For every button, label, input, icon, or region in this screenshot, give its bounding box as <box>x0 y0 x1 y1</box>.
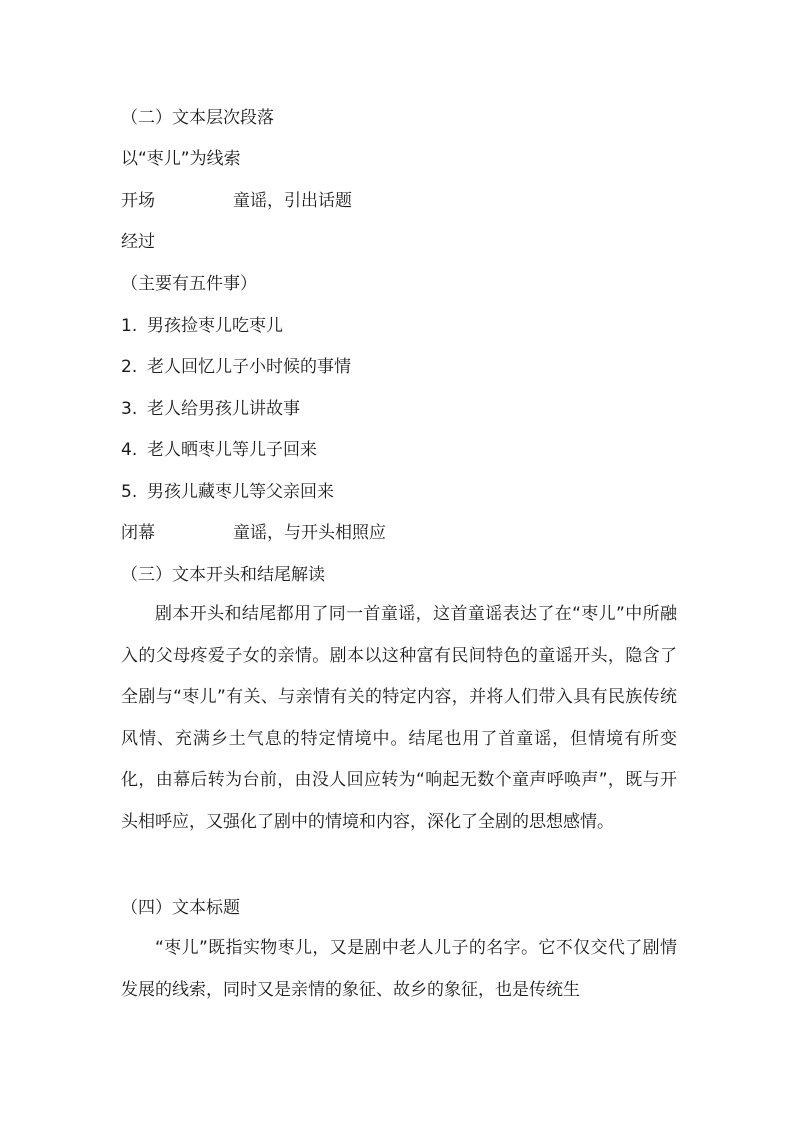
opening-label: 开场 <box>121 191 155 211</box>
middle-label: 经过 <box>121 232 155 252</box>
section4-paragraph: “枣儿”既指实物枣儿，又是剧中老人儿子的名字。它不仅交代了剧情发展的线索，同时又是亲情的象征、故乡的象征，也是传统生 <box>121 938 677 1000</box>
list-item-number: 5. <box>121 482 138 502</box>
closing-label: 闭幕 <box>121 523 155 543</box>
section2-heading: （二）文本层次段落 <box>121 108 274 128</box>
list-item-number: 2. <box>121 357 138 377</box>
list-item <box>121 397 300 421</box>
middle-note: （主要有五件事） <box>121 274 257 294</box>
section3-heading: （三）文本开头和结尾解读 <box>121 565 325 585</box>
list-item-text: 男孩捡枣儿吃枣儿 <box>147 316 283 336</box>
list-item-number: 4. <box>121 440 138 460</box>
list-item <box>121 480 334 504</box>
list-item-text: 男孩儿藏枣儿等父亲回来 <box>147 482 334 502</box>
list-item-text: 老人给男孩儿讲故事 <box>147 399 300 419</box>
list-item <box>121 438 317 462</box>
list-item <box>121 355 351 379</box>
list-item <box>121 314 283 338</box>
opening-text: 童谣，引出话题 <box>233 191 352 211</box>
section4-heading: （四）文本标题 <box>121 898 240 918</box>
clue-line: 以“枣儿”为线索 <box>121 149 241 169</box>
closing-text: 童谣，与开头相照应 <box>233 523 386 543</box>
list-item-number: 3. <box>121 399 138 419</box>
section3-paragraph: 剧本开头和结尾都用了同一首童谣，这首童谣表达了在“枣儿”中所融入的父母疼爱子女的亲情。剧本以这种富有民间特色的童谣开头，隐含了全剧与“枣儿”有关、与亲情有关的特定内容，并将人们带入具有民族传统风情、充满乡土气息的特定情境中。结尾也用了首童谣，但情境有所变化，由幕后转为台前，由没人回应转为“响起无数个童声呼唤声”，既与开头相呼应，又强化了剧中的情境和内容，深化了全剧的思想感情。 <box>121 604 677 832</box>
list-item-number: 1. <box>121 316 138 336</box>
list-item-text: 老人回忆儿子小时候的事情 <box>147 357 351 377</box>
list-item-text: 老人晒枣儿等儿子回来 <box>147 440 317 460</box>
